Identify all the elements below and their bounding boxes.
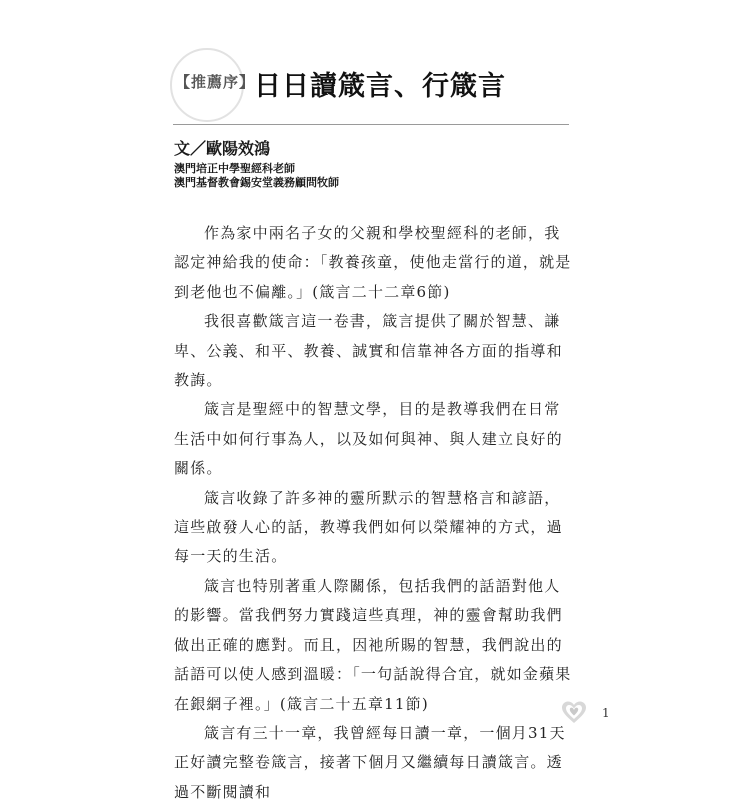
author-role: 澳門培正中學聖經科老師: [174, 162, 295, 175]
paragraph: 作為家中兩名子女的父親和學校聖經科的老師，我認定神給我的使命：「教養孩童，使他走當行的道，就是到老他也不偏離。」(箴言二十二章6節): [174, 224, 572, 301]
title-divider: [173, 124, 569, 125]
paragraph: 我很喜歡箴言這一卷書，箴言提供了關於智慧、謙卑、公義、和平、教養、誠實和信靠神各方面的指導和教誨。: [174, 312, 563, 390]
paragraph: 箴言也特別著重人際關係，包括我們的話語對他人的影響。當我們努力實踐這些真理，神的靈會幫助我們做出正確的應對。而且，因祂所賜的智慧，我們說出的話語可以使人感到溫暖：「一句話說得合宜，就如金蘋果在銀網子裡。」(箴言二十五章11節): [174, 576, 572, 713]
section-tag: 【推薦序】: [175, 73, 256, 91]
body-text: [174, 219, 572, 807]
paragraph: 箴言收錄了許多神的靈所默示的智慧格言和諺語，這些啟發人心的話，教導我們如何以榮耀神的方式，過每一天的生活。: [174, 488, 563, 566]
paragraph: 箴言是聖經中的智慧文學，目的是教導我們在日常生活中如何行事為人，以及如何與神、與人建立良好的關係。: [174, 400, 563, 478]
heart-icon: [561, 700, 587, 726]
author-role: 澳門基督教會錫安堂義務顧問牧師: [174, 176, 339, 189]
paragraph: 箴言有三十一章，我曾經每日讀一章，一個月31天正好讀完整卷箴言，接著下個月又繼續每日讀箴言。透過不斷閱讀和: [174, 723, 566, 801]
page-title: 日日讀箴言、行箴言: [254, 71, 506, 102]
author-line: 文／歐陽效鴻: [174, 139, 271, 158]
page-number: 1: [602, 706, 610, 720]
